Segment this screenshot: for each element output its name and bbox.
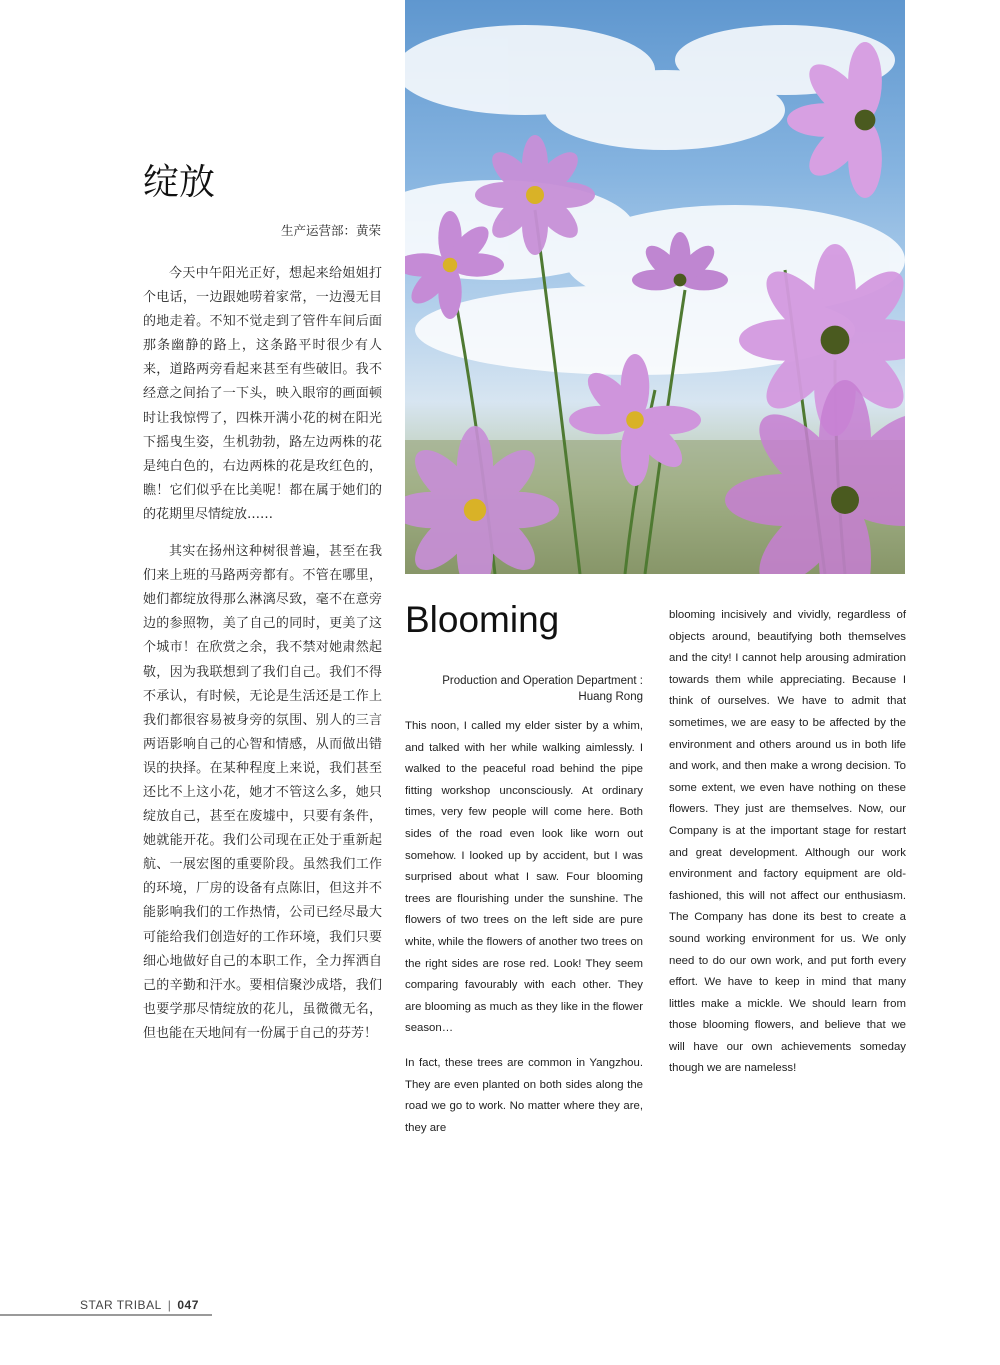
cosmos-flowers-photo — [405, 0, 905, 574]
footer-rule — [0, 1314, 212, 1316]
english-byline — [405, 673, 643, 705]
pink-cosmos-flowers-icon — [405, 0, 905, 574]
english-paragraph-1: This noon, I called my elder sister by a whim, and talked with her while walking aimlessly. I walked to the peaceful road behind the pipe fitting workshop unconsciously. At ordinary times, very few people will come here. Both sides of the road even look like worn out somehow. I looked up by accident, but I was surprised about what I saw. Four blooming trees are flourishing under the sunshine. The flowers of two trees on the left side are pure white, while the flowers of another two trees on the right sides are rose red. Look! They seem comparing favourably with each other. They are blooming as much as they like in the flower season… — [405, 720, 643, 1035]
footer-separator: | — [167, 1298, 172, 1312]
page-footer — [80, 1296, 199, 1316]
chinese-paragraph-2: 其实在扬州这种树很普遍，甚至在我们来上班的马路两旁都有。不管在哪里，她们都绽放得那么淋漓尽致，毫不在意旁边的参照物，美了自己的同时，更美了这个城市！在欣赏之余，我不禁对她肃然起敬，因为我联想到了我们自己。我们不得不承认，有时候，无论是生活还是工作上我们都很容易被身旁的氛围、别人的三言两语影响自己的心智和情感，从而做出错误的抉择。在某种程度上来说，我们甚至还比不上这小花，她才不管这么多，她只绽放自己，甚至在废墟中，只要有条件，她就能开花。我们公司现在正处于重新起航、一展宏图的重要阶段。虽然我们工作的环境，厂房的设备有点陈旧，但这并不能影响我们的工作热情，公司已经尽最大可能给我们创造好的工作环境，我们只要细心地做好自己的本职工作，全力挥洒自己的辛勤和汗水。要相信聚沙成塔，我们也要学那尽情绽放的花儿，虽微微无名，但也能在天地间有一份属于自己的芬芳！ — [143, 544, 382, 1041]
chinese-title: 绽放 — [143, 162, 216, 203]
english-byline-department: Production and Operation Department : — [442, 675, 643, 687]
english-paragraph-3: blooming incisively and vividly, regardless of objects around, beautifying both themselves and the city! I cannot help arousing admiration towards them while appreciating. Because I think of ourselves. We have to admit that sometimes, we are easy to be affected by the environment and others around us in both life and work, and then make a wrong decision. To some extent, we even have nothing on these flowers. They just are themselves. Now, our Company is at the important stage for restart and great development. Although our work environment and factory equipment are old-fashioned, this will not affect our enthusiasm. The Company has done its best to create a sound working environment for us. We only need to do our own work, and put forth every effort. We have to keep in mind that many littles make a mickle. We should learn from those blooming flowers, and believe that we will have our own achievements someday though we are nameless! — [669, 609, 906, 1075]
chinese-paragraph-1: 今天中午阳光正好，想起来给姐姐打个电话，一边跟她唠着家常，一边漫无目的地走着。不知不觉走到了管件车间后面那条幽静的路上，这条路平时很少有人来，道路两旁看起来甚至有些破旧。我不经意之间抬了一下头，映入眼帘的画面顿时让我惊愕了，四株开满小花的树在阳光下摇曳生姿，生机勃勃，路左边两株的花是纯白色的，右边两株的花是玫红色的，瞧！它们似乎在比美呢！都在属于她们的的花期里尽情绽放…… — [143, 266, 382, 522]
page-number: 047 — [177, 1298, 199, 1312]
english-title: Blooming — [405, 599, 560, 640]
chinese-body — [143, 262, 382, 1059]
english-byline-author: Huang Rong — [578, 691, 643, 703]
magazine-name: STAR TRIBAL — [80, 1298, 162, 1312]
chinese-byline: 生产运营部：黄荣 — [280, 223, 381, 238]
english-column-2 — [669, 605, 906, 1093]
english-paragraph-2: In fact, these trees are common in Yangzhou. They are even planted on both sides along the road we go to work. No matter where they are, they are — [405, 1056, 643, 1134]
english-column-1 — [405, 716, 643, 1152]
